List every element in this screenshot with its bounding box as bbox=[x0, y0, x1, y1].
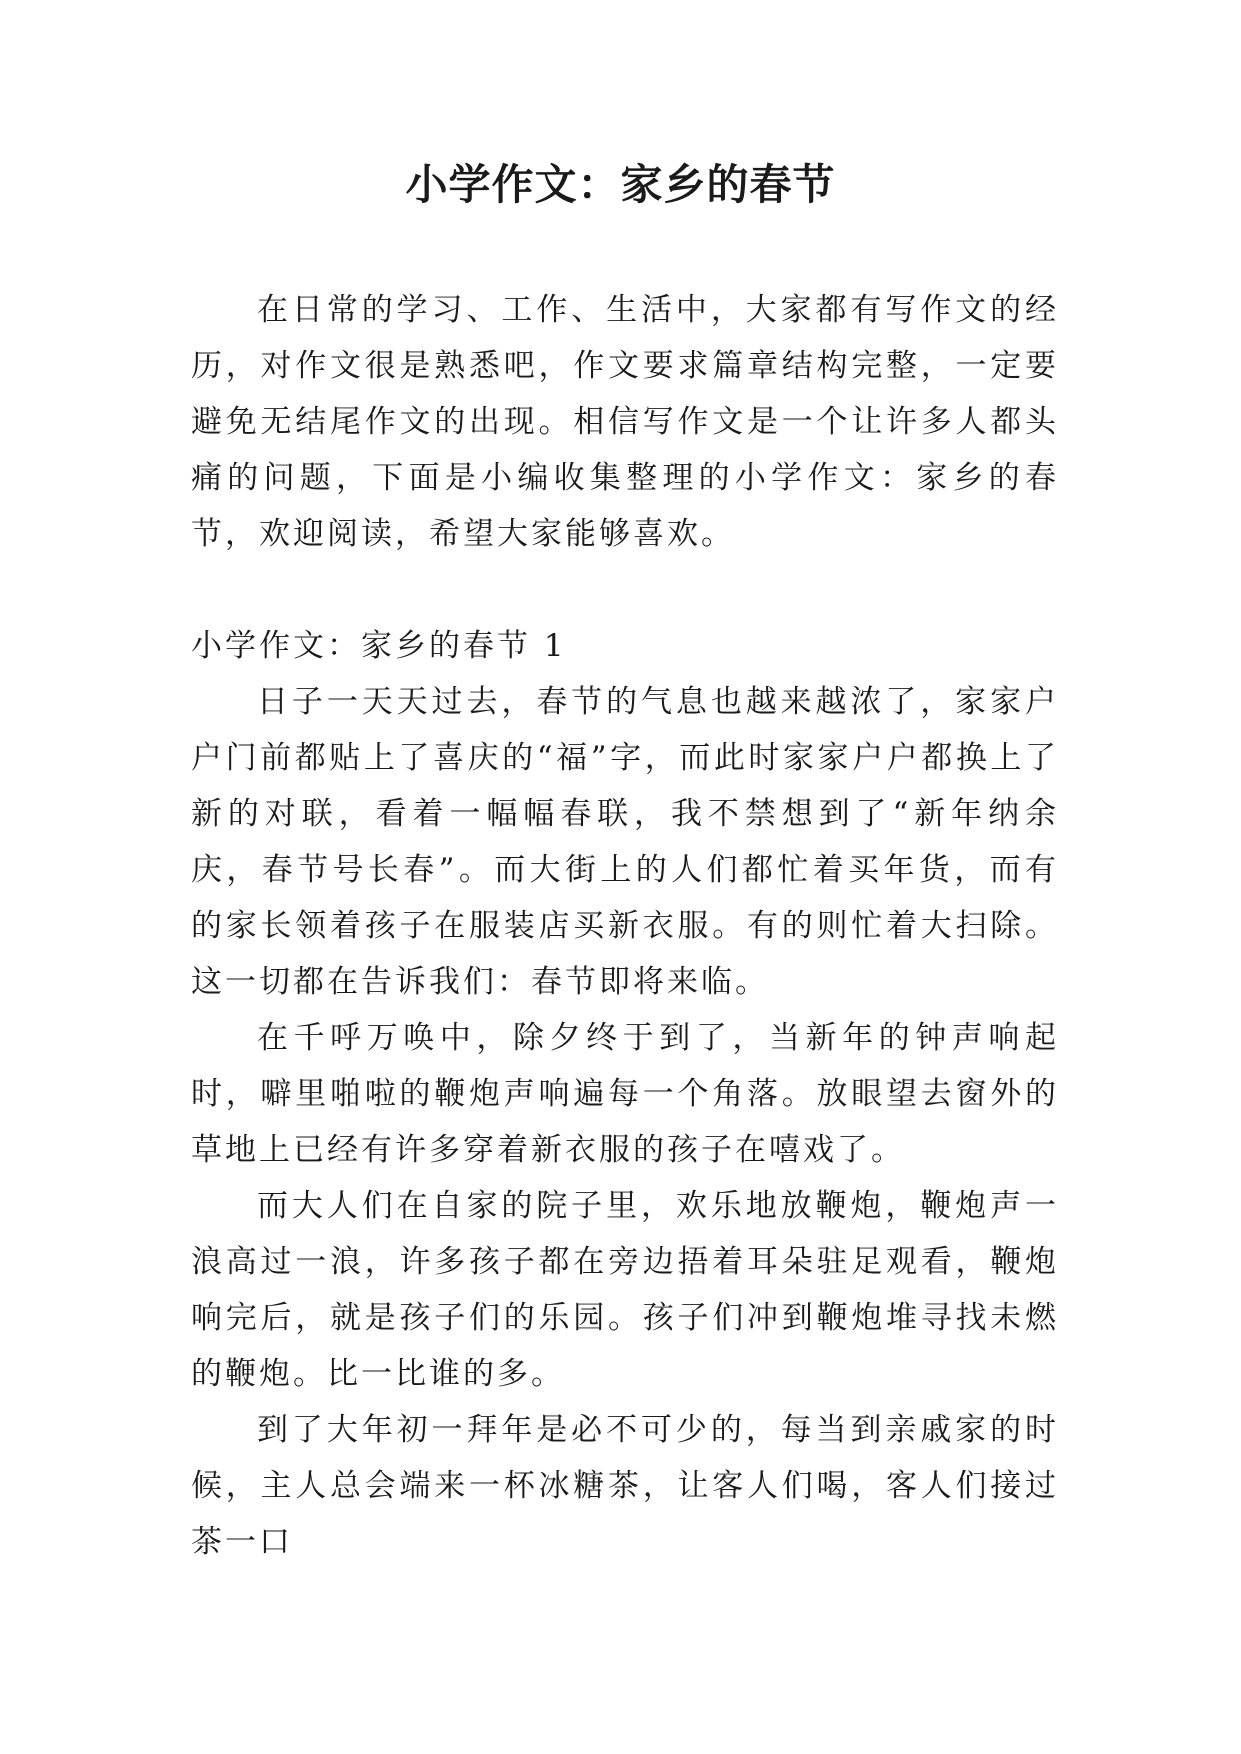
section-heading: 小学作文：家乡的春节 1 bbox=[191, 628, 567, 664]
body-paragraph: 到了大年初一拜年是必不可少的，每当到亲戚家的时候，主人总会端来一杯冰糖茶，让客人们喝，客人们接过茶一口 bbox=[191, 1412, 1059, 1560]
body-paragraph: 在千呼万唤中，除夕终于到了，当新年的钟声响起时，噼里啪啦的鞭炮声响遍每一个角落。放眼望去窗外的草地上已经有许多穿着新衣服的孩子在嘻戏了。 bbox=[191, 1020, 1059, 1168]
body-paragraph: 而大人们在自家的院子里，欢乐地放鞭炮，鞭炮声一浪高过一浪，许多孩子都在旁边捂着耳朵驻足观看，鞭炮响完后，就是孩子们的乐园。孩子们冲到鞭炮堆寻找未燃的鞭炮。比一比谁的多。 bbox=[191, 1188, 1059, 1392]
body-paragraph: 日子一天天过去，春节的气息也越来越浓了，家家户户门前都贴上了喜庆的“福”字，而此时家家户户都换上了新的对联，看着一幅幅春联，我不禁想到了“新年纳余庆，春节号长春”。而大街上的人们都忙着买年货，而有的家长领着孩子在服装店买新衣服。有的则忙着大扫除。这一切都在告诉我们：春节即将来临。 bbox=[191, 684, 1059, 1000]
intro-paragraph: 在日常的学习、工作、生活中，大家都有写作文的经历，对作文很是熟悉吧，作文要求篇章结构完整，一定要避免无结尾作文的出现。相信写作文是一个让许多人都头痛的问题，下面是小编收集整理的小学作文：家乡的春节，欢迎阅读，希望大家能够喜欢。 bbox=[191, 292, 1059, 552]
document-title: 小学作文：家乡的春节 bbox=[405, 160, 836, 209]
document-body bbox=[191, 282, 1059, 1570]
